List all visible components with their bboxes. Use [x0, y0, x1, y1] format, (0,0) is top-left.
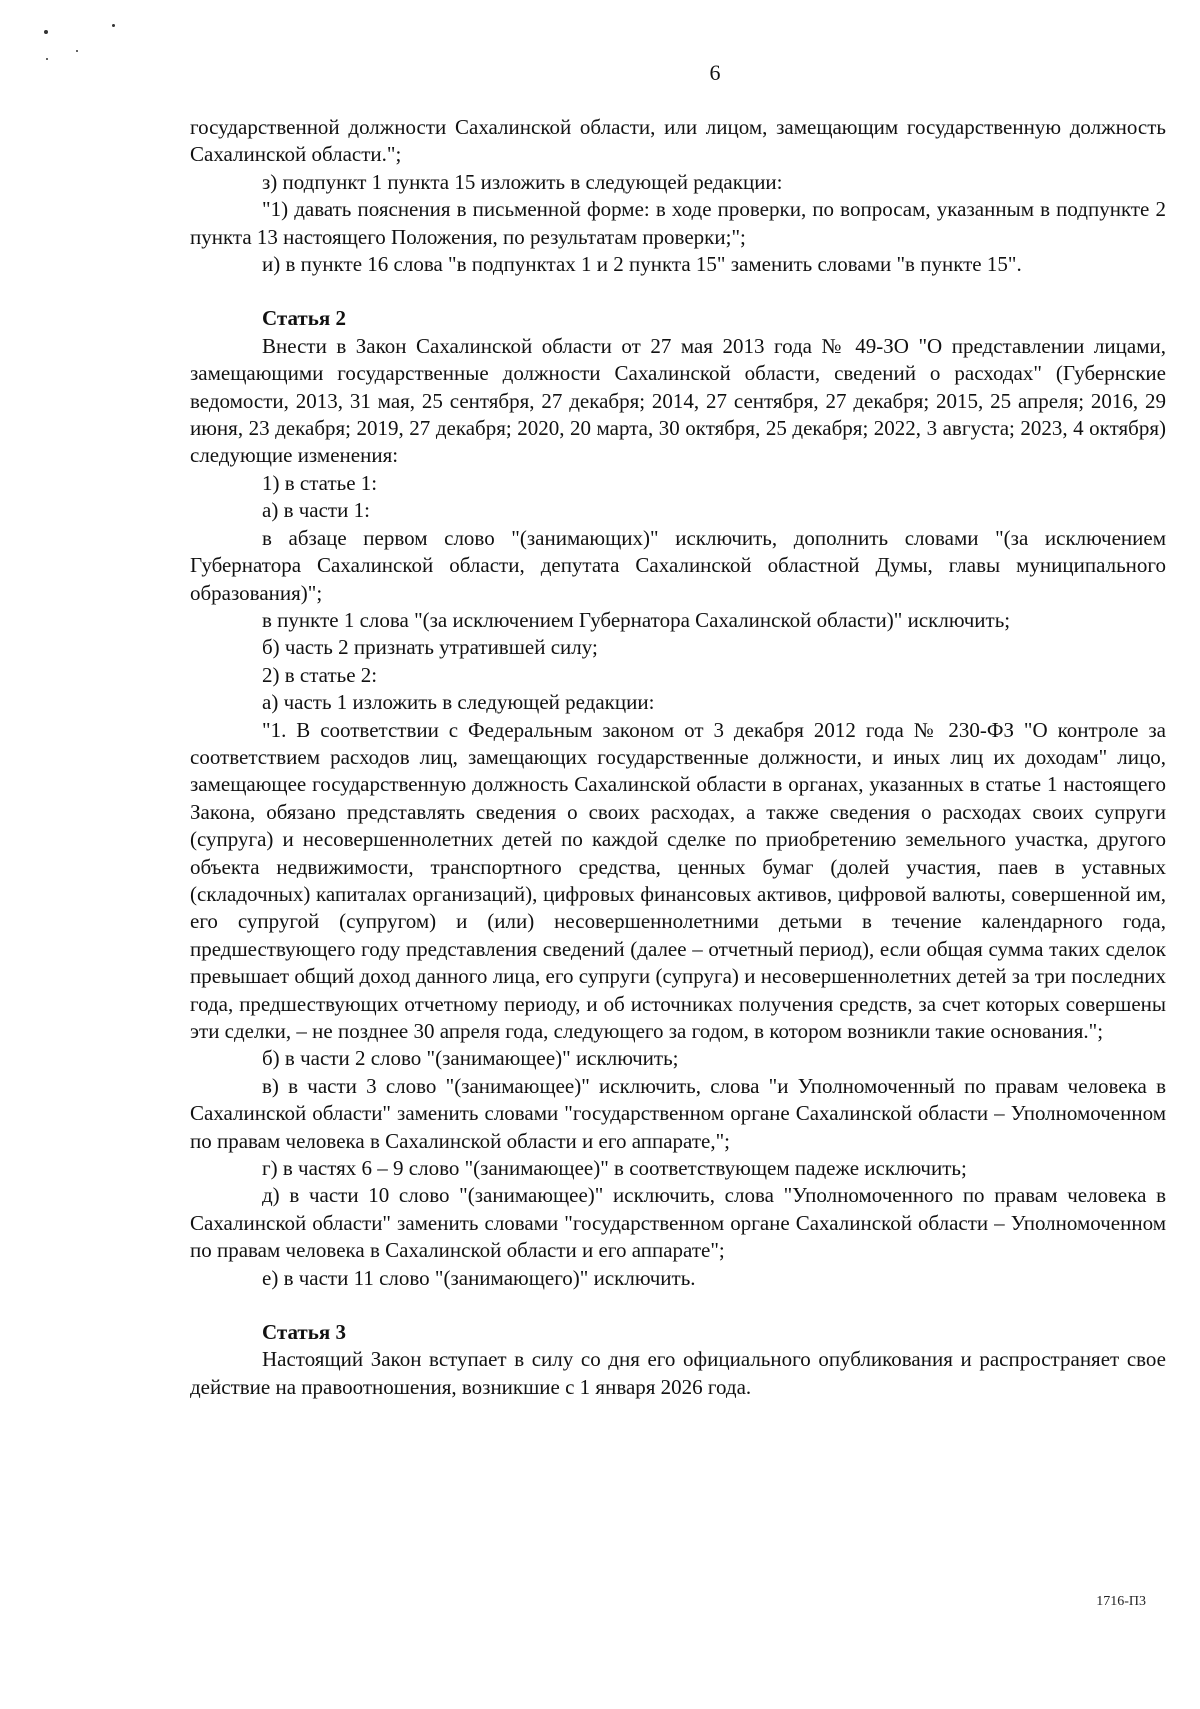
paragraph: Настоящий Закон вступает в силу со дня его официального опубликования и распространяет свое действие на правоотношения, возникшие с 1 января 2026 года. [190, 1347, 1166, 1399]
paragraph: а) часть 1 изложить в следующей редакции: [262, 690, 655, 715]
paragraph: "1. В соответствии с Федеральным законом от 3 декабря 2012 года № 230-ФЗ "О контроле за соответствием расходов лиц, замещающих государственные должности, и иных лиц их доходам" лицо, замещающее государственную должность Сахалинской области в органах, указанных в статье 1 настоящего Закона, обязано представлять сведения о своих расходах, а также сведения о расходах своих супруги (супруга) и несовершеннолетних детей по каждой сделке по приобретению земельного участка, другого объекта недвижимости, транспортного средства, ценных бумаг (долей участия, паев в уставных (складочных) капиталах организаций), цифровых финансовых активов, цифровой валюты, совершенной им, его супругой (супругом) и (или) несовершеннолетними детьми в течение календарного года, предшествующего году представления сведений (далее – отчетный период), если общая сумма таких сделок превышает общий доход данного лица, его супруги (супруга) и несовершеннолетних детей за три последних года, предшествующих отчетному периоду, и об источниках получения средств, за счет которых совершены эти сделки, – не позднее 30 апреля года, следующего за годом, в котором возникли такие основания."; [190, 717, 1166, 1043]
paragraph: 2) в статье 2: [262, 662, 378, 687]
paragraph: з) подпункт 1 пункта 15 изложить в следующей редакции: [262, 169, 783, 194]
paragraph: г) в частях 6 – 9 слово "(занимающее)" в соответствующем падеже исключить; [262, 1156, 967, 1181]
paragraph: в абзаце первом слово "(занимающих)" исключить, дополнить словами "(за исключением Губернатора Сахалинской области, депутата Сахалинской областной Думы, главы муниципального образования)"; [190, 525, 1166, 605]
paragraph: "1) давать пояснения в письменной форме: в ходе проверки, по вопросам, указанным в подпункте 2 пункта 13 настоящего Положения, по результатам проверки;"; [190, 197, 1166, 249]
paragraph: в) в части 3 слово "(занимающее)" исключить, слова "и Уполномоченный по правам человека в Сахалинской области" заменить словами "государственном органе Сахалинской области – Уполномоченном по правам человека в Сахалинской области и его аппарате,"; [190, 1073, 1166, 1153]
paragraph: государственной должности Сахалинской области, или лицом, замещающим государственную должность Сахалинской области."; [190, 115, 1166, 167]
scan-speck [76, 50, 78, 52]
paragraph: в пункте 1 слова "(за исключением Губернатора Сахалинской области)" исключить; [262, 607, 1011, 632]
scan-speck [112, 24, 115, 27]
article-2-heading: Статья 2 [262, 306, 346, 331]
paragraph: Внести в Закон Сахалинской области от 27 мая 2013 года № 49-ЗО "О представлении лицами, замещающими государственные должности Сахалинской области, сведений о расходах" (Губернские ведомости, 2013, 31 мая, 25 сентября, 27 декабря; 2014, 27 сентября, 27 декабря; 2015, 25 апреля; 2016, 29 июня, 23 декабря; 2019, 27 декабря; 2020, 20 марта, 30 октября, 25 декабря; 2022, 3 августа; 2023, 4 октября) следующие изменения: [190, 333, 1166, 468]
page-number: 6 [709, 60, 721, 85]
paragraph: а) в части 1: [262, 498, 370, 523]
paragraph: и) в пункте 16 слова "в подпунктах 1 и 2 пункта 15" заменить словами "в пункте 15". [262, 252, 1022, 277]
paragraph: е) в части 11 слово "(занимающего)" исключить. [262, 1265, 696, 1290]
scan-speck [46, 58, 48, 60]
document-code: 1716-П3 [1096, 1594, 1146, 1609]
document-body [190, 114, 1166, 1401]
paragraph: д) в части 10 слово "(занимающее)" исключить, слова "Уполномоченного по правам человека в Сахалинской области" заменить словами "государственном органе Сахалинской области – Уполномоченном по правам человека в Сахалинской области и его аппарате"; [190, 1183, 1166, 1263]
scan-speck [44, 30, 48, 34]
paragraph: 1) в статье 1: [262, 470, 378, 495]
article-3-heading: Статья 3 [262, 1320, 346, 1345]
paragraph: б) часть 2 признать утратившей силу; [262, 635, 598, 660]
paragraph: б) в части 2 слово "(занимающее)" исключить; [262, 1046, 679, 1071]
